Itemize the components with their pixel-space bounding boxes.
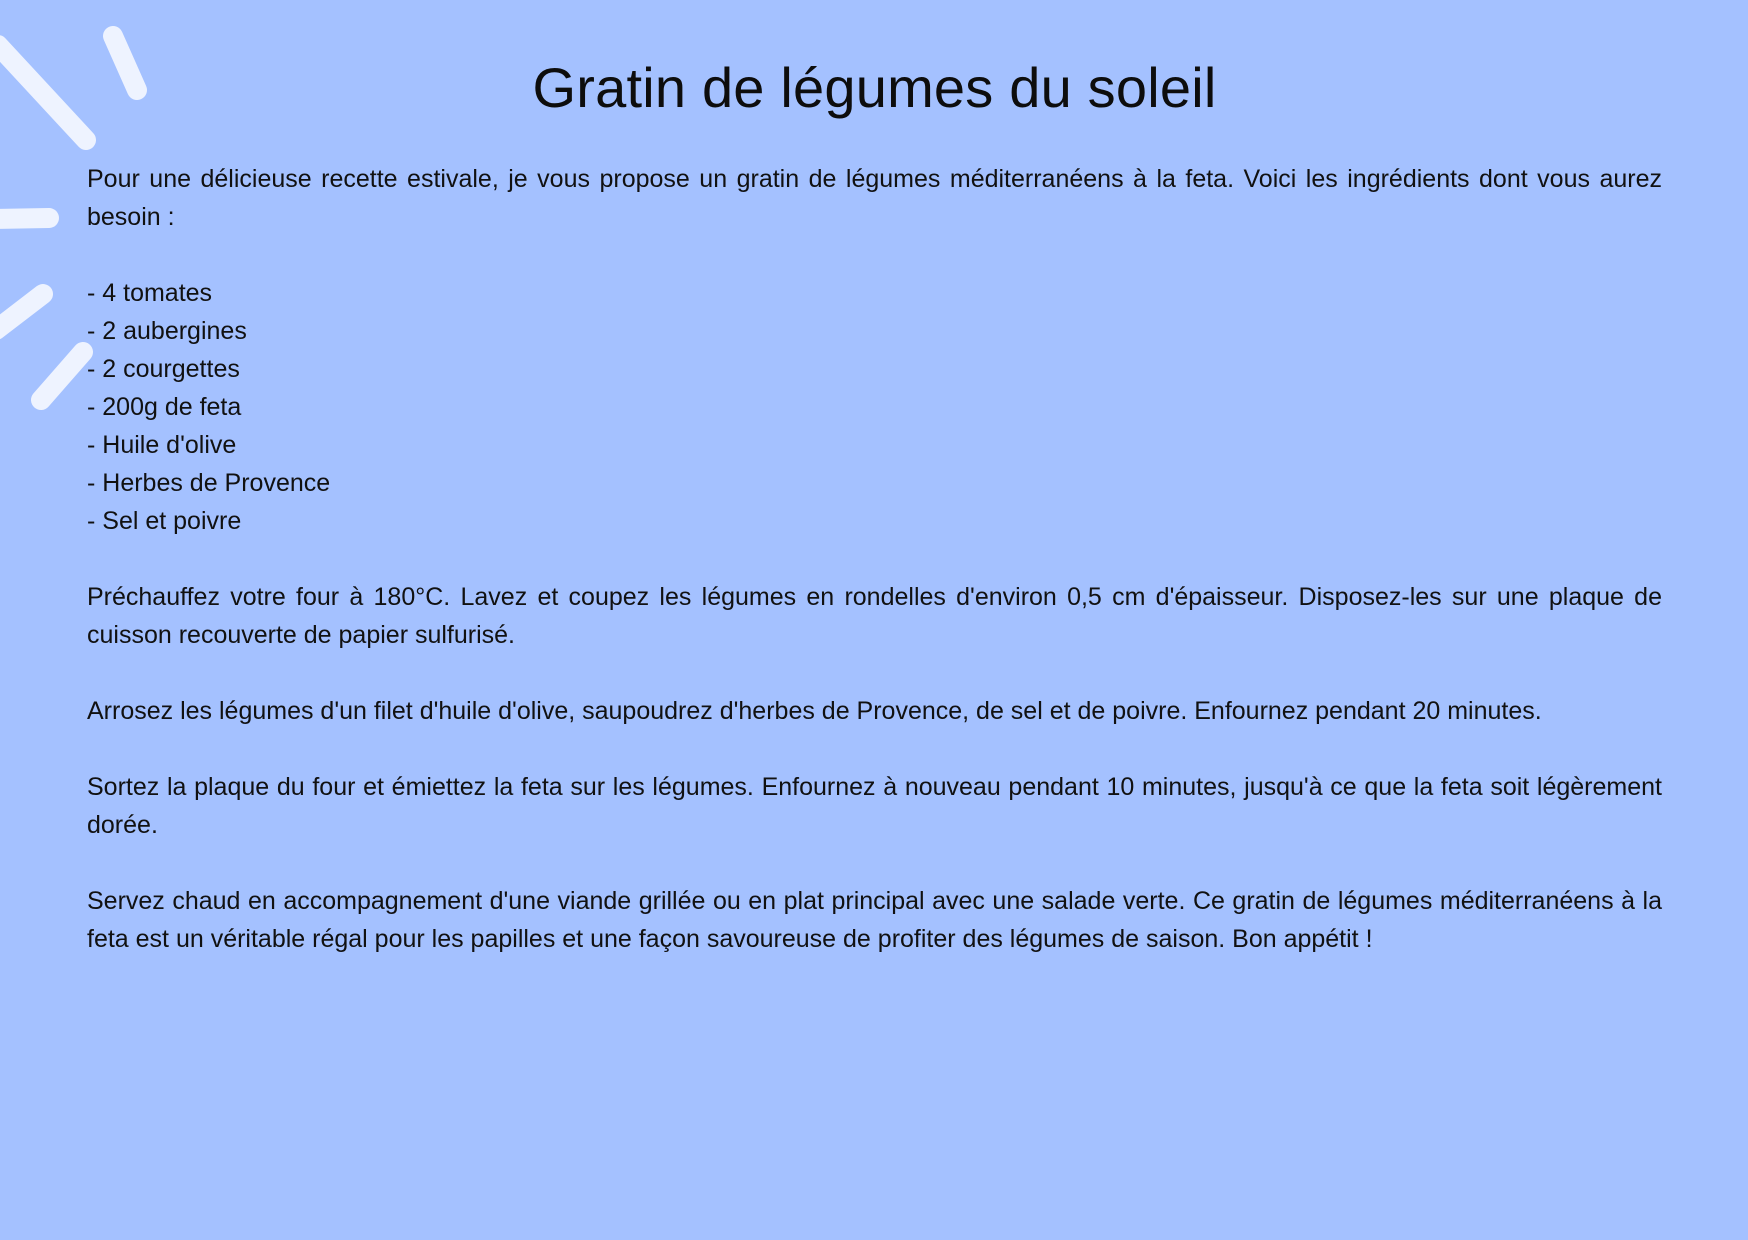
sun-ray bbox=[0, 294, 43, 330]
paragraph-gap bbox=[87, 730, 1662, 768]
paragraph-gap bbox=[87, 844, 1662, 882]
ingredient-item: - Herbes de Provence bbox=[87, 469, 331, 497]
ingredient-list bbox=[87, 274, 1662, 540]
sun-ray bbox=[0, 45, 86, 140]
intro-paragraph: Pour une délicieuse recette estivale, je vous propose un gratin de légumes méditerranéens à la feta. Voici les ingrédients dont vous aurez besoin : bbox=[87, 165, 1662, 231]
ingredient-item: - Huile d'olive bbox=[87, 431, 237, 459]
paragraph-gap bbox=[87, 236, 1662, 274]
step-paragraph-serve: Servez chaud en accompagnement d'une viande grillée ou en plat principal avec une salade verte. Ce gratin de légumes méditerranéens à la feta est un véritable régal pour les papilles et une façon savoureuse de profiter des légumes de saison. Bon appétit ! bbox=[87, 887, 1662, 953]
step-paragraph-preheat: Préchauffez votre four à 180°C. Lavez et coupez les légumes en rondelles d'environ 0,5 cm d'épaisseur. Disposez-les sur une plaque de cuisson recouverte de papier sulfurisé. bbox=[87, 583, 1662, 649]
ingredient-item: - 2 courgettes bbox=[87, 355, 240, 383]
ingredient-item: - 2 aubergines bbox=[87, 317, 247, 345]
recipe-body bbox=[87, 160, 1662, 958]
step-paragraph-season: Arrosez les légumes d'un filet d'huile d'olive, saupoudrez d'herbes de Provence, de sel et de poivre. Enfournez pendant 20 minutes. bbox=[87, 697, 1542, 725]
paragraph-gap bbox=[87, 654, 1662, 692]
recipe-document bbox=[87, 52, 1662, 958]
recipe-title: Gratin de légumes du soleil bbox=[532, 56, 1217, 119]
paragraph-gap bbox=[87, 540, 1662, 578]
ingredient-item: - 4 tomates bbox=[87, 279, 213, 307]
sun-ray bbox=[41, 352, 83, 400]
step-paragraph-feta: Sortez la plaque du four et émiettez la feta sur les légumes. Enfournez à nouveau pendant 10 minutes, jusqu'à ce que la feta soit légèrement dorée. bbox=[87, 773, 1662, 839]
ingredient-item: - Sel et poivre bbox=[87, 507, 242, 535]
ingredient-item: - 200g de feta bbox=[87, 393, 242, 421]
sun-ray bbox=[0, 218, 49, 219]
